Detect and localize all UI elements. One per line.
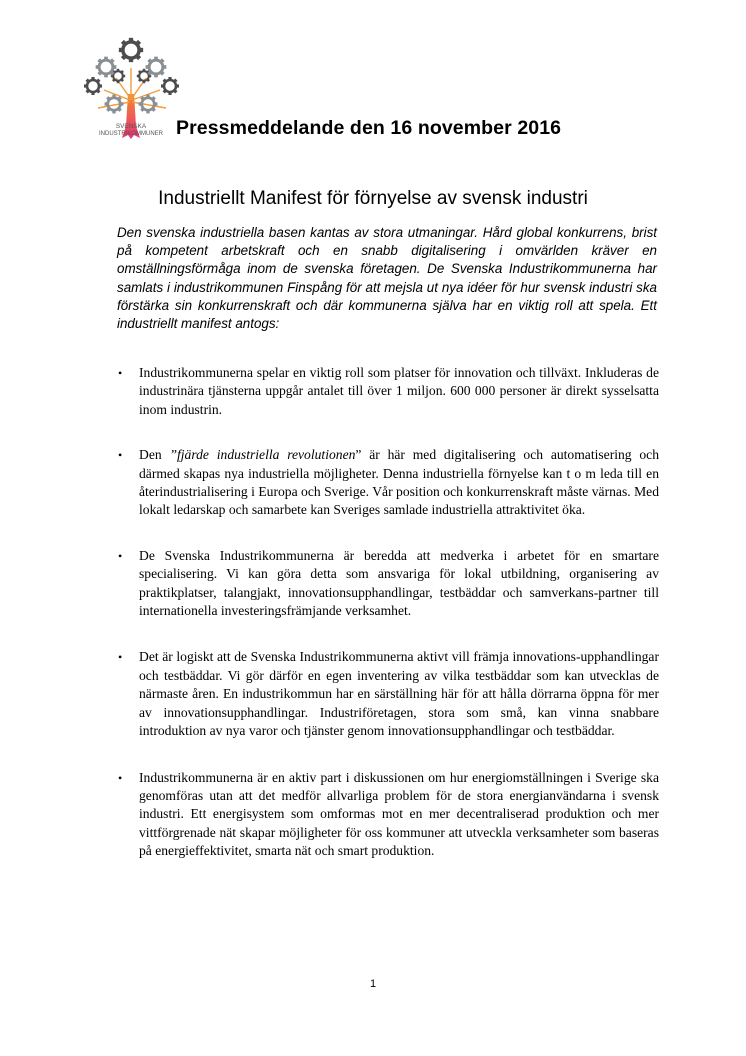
bullet-emphasis: ”fjärde industriella revolutionen — [169, 447, 356, 463]
bullet-icon: • — [118, 448, 123, 463]
svenska-industrikommuner-logo — [84, 34, 180, 146]
bullet-icon: • — [118, 770, 123, 785]
intro-paragraph: Den svenska industriella basen kantas av stora utmaningar. Hård global konkurrens, brist på kompetent arbetskraft och en snabb digitalisering i omvärlden kräver en omställningsförmåga inom de svenska företagen. De Svenska Industrikommunerna har samlats i industrikommunen Finspång för att mejsla ut nya idéer för hur svensk industri ska förstärka sin konkurrenskraft och där kommunerna själva har en viktig roll att spela. Ett industriellt manifest antogs: — [117, 225, 657, 332]
bullet-text: De Svenska Industrikommunerna är beredda att medverka i arbetet för en smartare specialisering. Vi kan göra detta som ansvariga för lokal utbildning, organisering av praktikplatser, talangjakt, innovationsupphandlingar, testbäddar och samverkans-partner till internationella investeringsfrämjande verksamhet. — [139, 547, 659, 619]
gear-tree-icon — [84, 34, 180, 146]
svg-text:INDUSTRIKOMMUNER: INDUSTRIKOMMUNER — [99, 131, 163, 137]
manifest-bullet-list — [117, 364, 659, 861]
svg-text:SVENSKA: SVENSKA — [115, 123, 147, 130]
page-number: 1 — [369, 978, 377, 990]
bullet-item — [117, 648, 659, 740]
bullet-icon: • — [118, 548, 123, 563]
document-title: Industriellt Manifest för förnyelse av svensk industri — [158, 188, 588, 209]
bullet-prefix: Den — [139, 447, 170, 463]
bullet-text: Industrikommunerna är en aktiv part i diskussionen om hur energiomställningen i Sverige ska genomföras utan att det medför allvarliga problem för de stora energianvändarna i svensk industri. Ett energisystem som omformas mot en mer decentraliserad produktion och mer vittförgrenade nät skapar möjligheter för oss kommuner att utveckla verksamheter som baseras på energieffektivitet, smarta nät och smart produktion. — [139, 769, 659, 859]
bullet-text: Det är logiskt att de Svenska Industrikommunerna aktivt vill främja innovations-upphandlingar och testbäddar. Vi gör därför en egen inventering av vilka testbäddar som kan utvecklas de närmaste åren. En industrikommun har en särställning här för att hålla dörrarna öppna för mer av innovationsupphandlingar. Industriföretagen, stora som små, kan vinna snabbare introduktion av nya varor och tjänster genom innovationsupphandlingar och testbäddar. — [139, 649, 659, 739]
bullet-item — [117, 769, 659, 861]
bullet-text: Industrikommunerna spelar en viktig roll som platser för innovation och tillväxt. Inkluderas de industrinära tjänsterna uppgår antalet till över 1 miljon. 600 000 personer är direkt sysselsatta inom industrin. — [139, 365, 659, 417]
bullet-text: ” är här med digitalisering och automatisering och därmed skapas nya industriella möjligheter. Denna industriella förnyelse kan t o m leda till en återindustrialisering i Europa och Sverige. Vår position och konkurrenskraft måste värnas. Med lokalt ledarskap och samarbete kan Sveriges samlade industriella attraktivitet öka. — [139, 447, 660, 518]
press-release-date-heading: Pressmeddelande den 16 november 2016 — [176, 117, 562, 139]
bullet-icon: • — [118, 650, 123, 665]
bullet-item — [117, 364, 659, 419]
bullet-item — [117, 547, 659, 621]
bullet-item — [117, 446, 659, 520]
bullet-icon: • — [118, 366, 123, 380]
